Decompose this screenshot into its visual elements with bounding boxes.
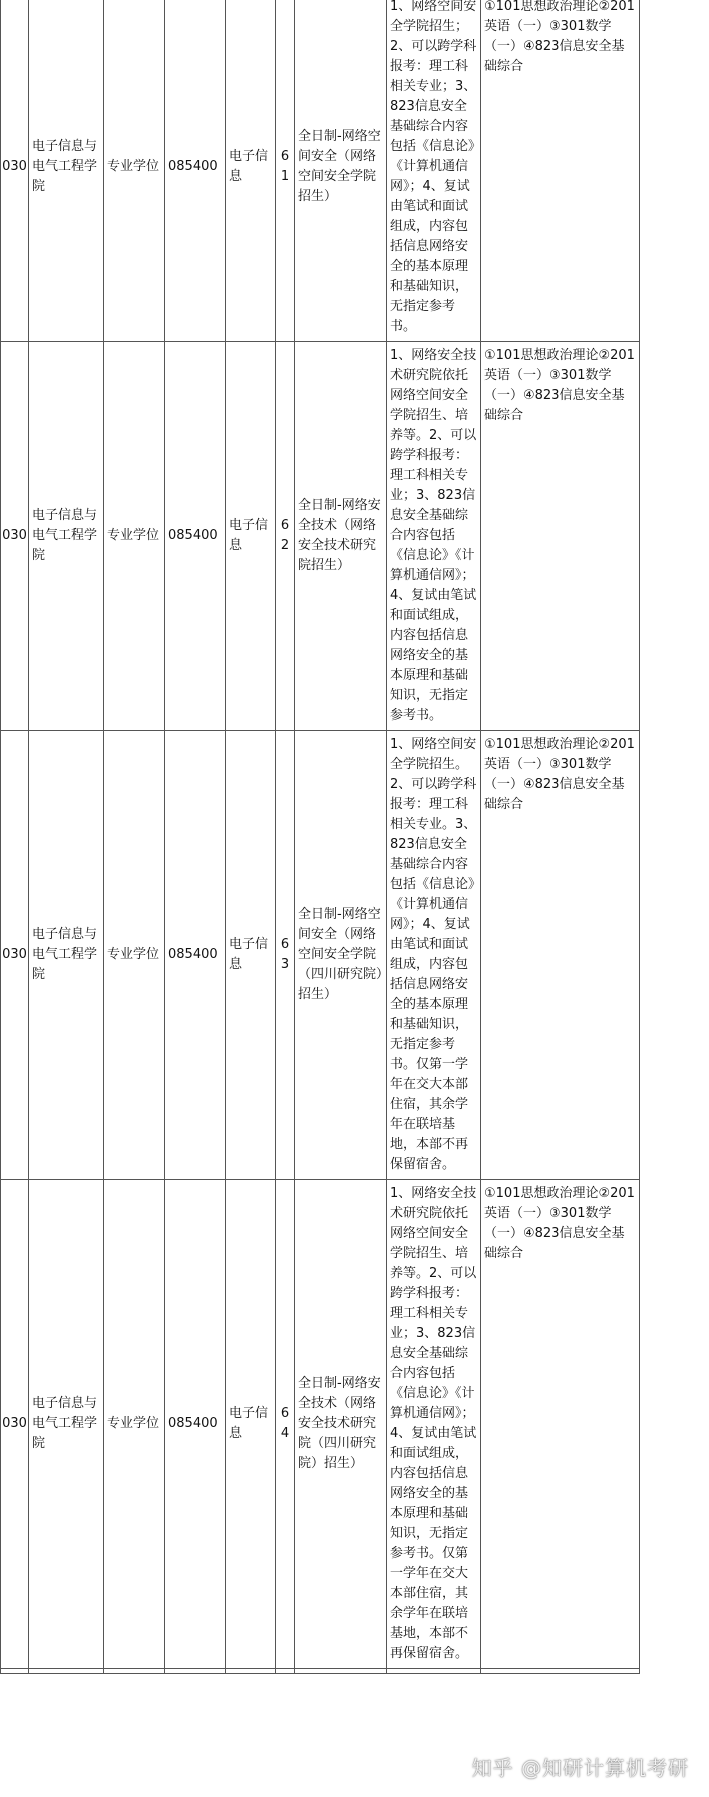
exam-subjects-cell: ①101思想政治理论②201英语（一）③301数学（一）④823信息安全基础综合 [481, 1180, 640, 1669]
direction-code-cell: 63 [276, 731, 295, 1180]
direction-name-cell: 全日制-网络安全技术（网络安全技术研究院（四川研究院）招生） [295, 1180, 387, 1669]
school-name-cell: 电子信息与电气工程学院 [29, 1180, 104, 1669]
major-code-cell: 085400 [165, 1180, 226, 1669]
exam-subjects-cell: ①101思想政治理论②201英语（一）③301数学（一）④823信息安全基础综合 [481, 0, 640, 342]
direction-name-cell: 全日制-网络安全技术（网络安全技术研究院招生） [295, 342, 387, 731]
empty-cell [165, 1669, 226, 1674]
major-code-cell: 085400 [165, 342, 226, 731]
empty-cell [276, 1669, 295, 1674]
school-name-cell: 电子信息与电气工程学院 [29, 0, 104, 342]
school-name-cell: 电子信息与电气工程学院 [29, 342, 104, 731]
direction-name-cell: 全日制-网络空间安全（网络空间安全学院招生） [295, 0, 387, 342]
table-row [1, 1180, 640, 1669]
field-name-cell: 电子信息 [226, 731, 276, 1180]
field-name-cell: 电子信息 [226, 342, 276, 731]
empty-cell [226, 1669, 276, 1674]
remarks-cell: 1、网络安全技术研究院依托网络空间安全学院招生、培养等。2、可以跨学科报考：理工科相关专业；3、823信息安全基础综合内容包括《信息论》《计算机通信网》；4、复试由笔试和面试组成，内容包括信息网络安全的基本原理和基础知识，无指定参考书。 [387, 342, 481, 731]
unit-code-cell: 030 [1, 342, 29, 731]
direction-code-cell: 62 [276, 342, 295, 731]
table-row [1, 342, 640, 731]
empty-cell [1, 1669, 29, 1674]
empty-cell [387, 1669, 481, 1674]
field-name-cell: 电子信息 [226, 1180, 276, 1669]
remarks-cell: 1、网络空间安全学院招生；2、可以跨学科报考：理工科相关专业；3、823信息安全基础综合内容包括《信息论》《计算机通信网》；4、复试由笔试和面试组成，内容包括信息网络安全的基本原理和基础知识，无指定参考书。 [387, 0, 481, 342]
major-code-cell: 085400 [165, 0, 226, 342]
direction-name-cell: 全日制-网络空间安全（网络空间安全学院（四川研究院）招生） [295, 731, 387, 1180]
exam-subjects-cell: ①101思想政治理论②201英语（一）③301数学（一）④823信息安全基础综合 [481, 342, 640, 731]
unit-code-cell: 030 [1, 0, 29, 342]
unit-code-cell: 030 [1, 731, 29, 1180]
degree-type-cell: 专业学位 [104, 342, 165, 731]
empty-cell [295, 1669, 387, 1674]
direction-code-cell: 64 [276, 1180, 295, 1669]
degree-type-cell: 专业学位 [104, 0, 165, 342]
field-name-cell: 电子信息 [226, 0, 276, 342]
degree-type-cell: 专业学位 [104, 1180, 165, 1669]
remarks-cell: 1、网络空间安全学院招生。2、可以跨学科报考：理工科相关专业。3、823信息安全基础综合内容包括《信息论》《计算机通信网》；4、复试由笔试和面试组成，内容包括信息网络安全的基本原理和基础知识，无指定参考书。仅第一学年在交大本部住宿，其余学年在联培基地，本部不再保留宿舍。 [387, 731, 481, 1180]
unit-code-cell: 030 [1, 1180, 29, 1669]
empty-cell [481, 1669, 640, 1674]
exam-subjects-cell: ①101思想政治理论②201英语（一）③301数学（一）④823信息安全基础综合 [481, 731, 640, 1180]
table-row [1, 1669, 640, 1674]
school-name-cell: 电子信息与电气工程学院 [29, 731, 104, 1180]
remarks-cell: 1、网络安全技术研究院依托网络空间安全学院招生、培养等。2、可以跨学科报考：理工科相关专业；3、823信息安全基础综合内容包括《信息论》《计算机通信网》；4、复试由笔试和面试组成，内容包括信息网络安全的基本原理和基础知识，无指定参考书。仅第一学年在交大本部住宿，其余学年在联培基地，本部不再保留宿舍。 [387, 1180, 481, 1669]
direction-code-cell: 61 [276, 0, 295, 342]
degree-type-cell: 专业学位 [104, 731, 165, 1180]
table-row [1, 731, 640, 1180]
empty-cell [104, 1669, 165, 1674]
major-code-cell: 085400 [165, 731, 226, 1180]
empty-cell [29, 1669, 104, 1674]
watermark-text: 知乎 @知研计算机考研 [471, 1756, 689, 1780]
table-row [1, 0, 640, 342]
